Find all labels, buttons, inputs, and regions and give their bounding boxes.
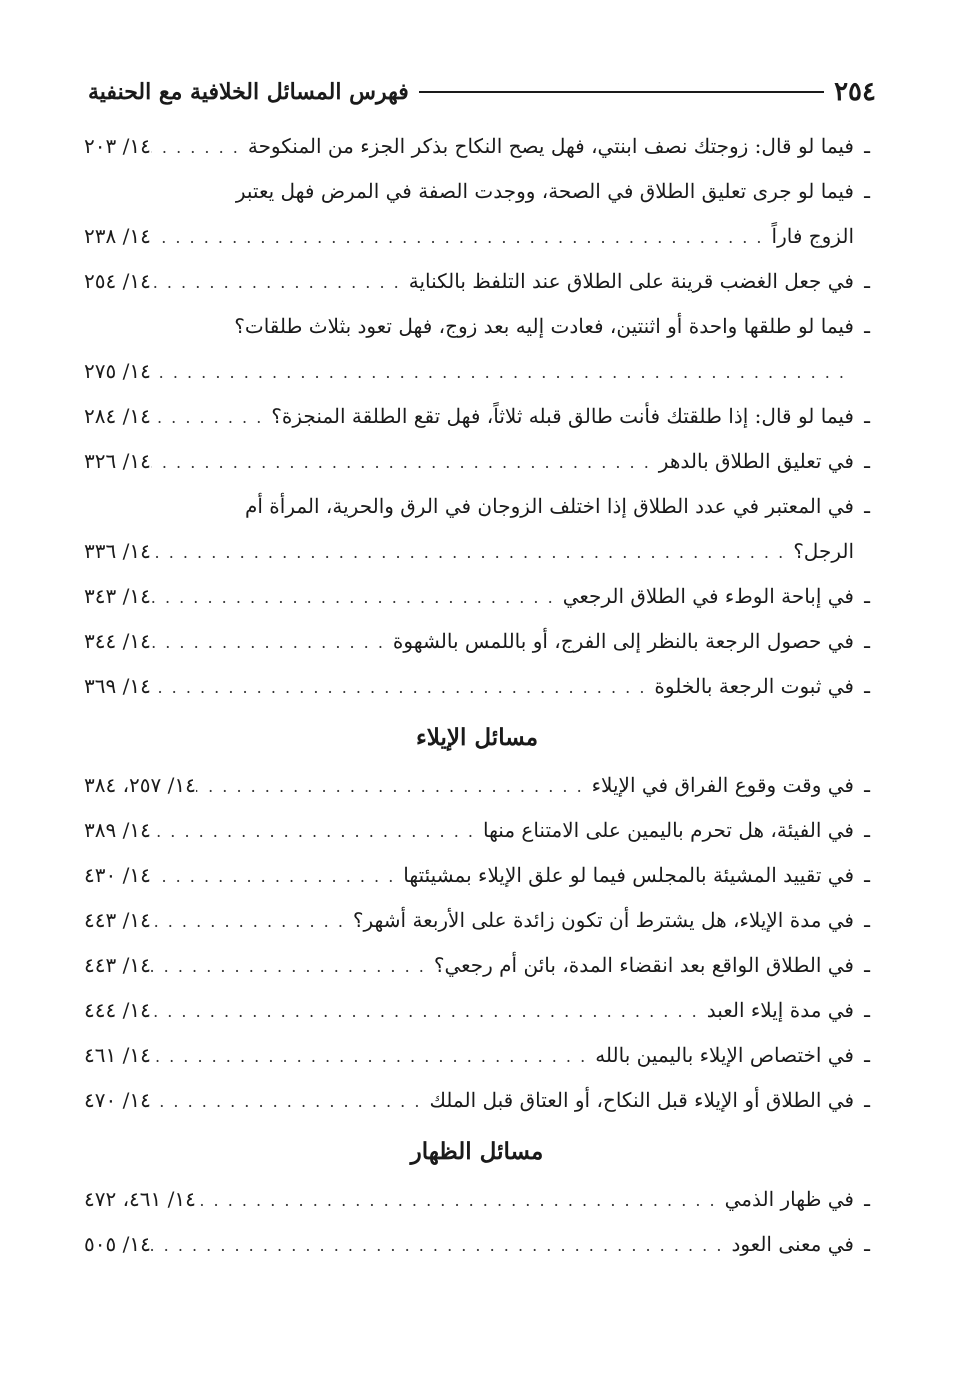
- entry-text: الرجل؟: [793, 539, 854, 563]
- entry-list-top: [84, 124, 870, 709]
- entry-list-ila: [84, 763, 870, 1123]
- dot-leader: [151, 1223, 732, 1268]
- entry-dash: ـ: [864, 863, 870, 887]
- dot-leader: [151, 1079, 430, 1124]
- index-entry: [84, 1078, 870, 1123]
- entry-line: [84, 529, 870, 574]
- index-entry: [84, 664, 870, 709]
- index-entry: [84, 484, 870, 574]
- entry-dash: ـ: [864, 1088, 870, 1112]
- index-entry: [84, 1177, 870, 1222]
- entry-text: في مدة إيلاء العبد: [706, 998, 854, 1022]
- entry-text: في المعتبر في عدد الطلاق إذا اختلف الزوجان في الرق والحرية، المرأة أم: [244, 494, 854, 518]
- entry-reference: ١٤/ ٤٧٠: [84, 1088, 151, 1112]
- entry-line: [84, 394, 870, 439]
- entry-dash: ـ: [864, 134, 870, 158]
- entry-line: [84, 1033, 870, 1078]
- entry-line: [84, 304, 870, 349]
- dot-leader: [151, 395, 271, 440]
- entry-line: [84, 988, 870, 1033]
- entry-line: [84, 853, 870, 898]
- entry-dash: ـ: [864, 674, 870, 698]
- entry-text: في ثبوت الرجعة بالخلوة: [654, 674, 854, 698]
- entry-text: في إباحة الوطء في الطلاق الرجعي: [562, 584, 854, 608]
- entry-dash: ـ: [864, 908, 870, 932]
- entry-reference: ١٤/ ٢٧٥: [84, 359, 151, 383]
- index-entry: [84, 259, 870, 304]
- entry-dash: ـ: [864, 449, 870, 473]
- entry-dash: ـ: [864, 998, 870, 1022]
- entry-line: [84, 574, 870, 619]
- entry-text: في مدة الإيلاء، هل يشترط أن تكون زائدة على الأربعة أشهر؟: [352, 908, 854, 932]
- index-entry: [84, 619, 870, 664]
- dot-leader: [151, 665, 655, 710]
- running-title: فهرس المسائل الخلافية مع الحنفية: [88, 79, 409, 105]
- entry-line: [84, 349, 870, 394]
- entry-reference: ١٤/ ٣٣٦: [84, 539, 151, 563]
- header-rule: [419, 91, 824, 93]
- dot-leader: [151, 854, 403, 899]
- entry-line: [84, 1177, 870, 1222]
- entry-dash: ـ: [864, 953, 870, 977]
- entry-text: فيما لو جرى تعليق الطلاق في الصحة، ووجدت الصفة في المرض فهل يعتبر: [235, 179, 854, 203]
- entry-list-zihar: [84, 1177, 870, 1267]
- entry-dash: ـ: [864, 584, 870, 608]
- dot-leader: [151, 899, 353, 944]
- entry-line: [84, 1222, 870, 1267]
- entry-text: فيما لو طلقها واحدة أو اثنتين، فعادت إليه بعد زوج، فهل تعود بثلاث طلقات؟: [234, 314, 854, 338]
- entry-reference: ١٤/ ٤٤٤: [84, 998, 151, 1022]
- dot-leader: [151, 215, 772, 260]
- entry-reference: ١٤/ ٤٦١: [84, 1043, 151, 1067]
- entry-line: [84, 439, 870, 484]
- entry-line: [84, 898, 870, 943]
- index-entry: [84, 439, 870, 484]
- entry-reference: ١٤/ ٣٤٤: [84, 629, 151, 653]
- entry-reference: ١٤/ ٤٣٠: [84, 863, 151, 887]
- entry-dash: ـ: [864, 314, 870, 338]
- entry-reference: ١٤/ ٤٦١، ٤٧٢: [84, 1187, 196, 1211]
- entry-reference: ١٤/ ٢٣٨: [84, 224, 151, 248]
- dot-leader: [151, 575, 563, 620]
- dot-leader: [151, 1034, 595, 1079]
- entry-reference: ١٤/ ٣٨٩: [84, 818, 151, 842]
- entry-reference: ١٤/ ٣٦٩: [84, 674, 151, 698]
- index-entry: [84, 304, 870, 394]
- entry-text: في ظهار الذمي: [724, 1187, 854, 1211]
- index-content: [84, 124, 870, 1267]
- entry-text: فيما لو قال: زوجتك نصف ابنتي، فهل يصح النكاح بذكر الجزء من المنكوحة: [247, 134, 854, 158]
- dot-leader: [196, 764, 592, 809]
- entry-line: [84, 259, 870, 304]
- entry-text: في جعل الغضب قرينة على الطلاق عند التلفظ بالكناية: [408, 269, 854, 293]
- entry-reference: ١٤/ ٢٥٤: [84, 269, 151, 293]
- dot-leader: [196, 1178, 725, 1223]
- entry-line: [84, 619, 870, 664]
- entry-dash: ـ: [864, 773, 870, 797]
- index-entry: [84, 763, 870, 808]
- entry-reference: ١٤/ ٢٥٧، ٣٨٤: [84, 773, 196, 797]
- entry-reference: ١٤/ ٤٤٣: [84, 908, 151, 932]
- entry-line: [84, 808, 870, 853]
- entry-text: في تعليق الطلاق بالدهر: [658, 449, 854, 473]
- entry-reference: ١٤/ ٥٠٥: [84, 1232, 151, 1256]
- section-title-ila: مسائل الإيلاء: [415, 724, 539, 751]
- index-entry: [84, 898, 870, 943]
- entry-line: [84, 484, 870, 529]
- entry-dash: ـ: [864, 179, 870, 203]
- entry-text: في وقت وقوع الفراق في الإيلاء: [591, 773, 854, 797]
- page-header: [88, 70, 876, 114]
- entry-line: [84, 1078, 870, 1123]
- entry-dash: ـ: [864, 1043, 870, 1067]
- entry-line: [84, 664, 870, 709]
- entry-reference: ١٤/ ٢٨٤: [84, 404, 151, 428]
- entry-dash: ـ: [864, 818, 870, 842]
- entry-text: في معنى العود: [731, 1232, 854, 1256]
- entry-dash: ـ: [864, 1187, 870, 1211]
- page-number: ٢٥٤: [834, 77, 876, 107]
- entry-text: الزوج فاراً: [771, 224, 854, 248]
- index-entry: [84, 574, 870, 619]
- dot-leader: [151, 989, 707, 1034]
- entry-text: في الطلاق الواقع بعد انقضاء المدة، بائن أم رجعي؟: [433, 953, 854, 977]
- entry-line: [84, 943, 870, 988]
- index-entry: [84, 988, 870, 1033]
- entry-text: في حصول الرجعة بالنظر إلى الفرج، أو باللمس بالشهوة: [392, 629, 854, 653]
- entry-text: في تقييد المشيئة بالمجلس فيما لو علق الإيلاء بمشيئتها: [403, 863, 854, 887]
- entry-reference: ١٤/ ٤٤٣: [84, 953, 151, 977]
- index-entry: [84, 1033, 870, 1078]
- entry-dash: ـ: [864, 404, 870, 428]
- entry-dash: ـ: [864, 494, 870, 518]
- section-title-zihar: مسائل الظهار: [410, 1138, 544, 1165]
- index-entry: [84, 853, 870, 898]
- entry-dash: ـ: [864, 269, 870, 293]
- dot-leader: [151, 260, 409, 305]
- dot-leader: [151, 440, 659, 485]
- dot-leader: [151, 125, 248, 170]
- dot-leader: [151, 530, 793, 575]
- index-entry: [84, 394, 870, 439]
- index-entry: [84, 169, 870, 259]
- index-entry: [84, 1222, 870, 1267]
- dot-leader: [151, 809, 483, 854]
- entry-text: فيما لو قال: إذا طلقتك فأنت طالق قبله ثلاثاً، فهل تقع الطلقة المنجزة؟: [271, 404, 854, 428]
- entry-text: في الفيئة، هل تحرم باليمين على الامتناع منها: [482, 818, 854, 842]
- entry-line: [84, 169, 870, 214]
- entry-dash: ـ: [864, 1232, 870, 1256]
- index-entry: [84, 808, 870, 853]
- entry-dash: ـ: [864, 629, 870, 653]
- dot-leader: [151, 350, 854, 395]
- entry-reference: ١٤/ ٣٤٣: [84, 584, 151, 608]
- index-entry: [84, 124, 870, 169]
- index-entry: [84, 943, 870, 988]
- entry-text: في اختصاص الإيلاء باليمين بالله: [595, 1043, 854, 1067]
- entry-reference: ١٤/ ٣٢٦: [84, 449, 151, 473]
- dot-leader: [151, 944, 434, 989]
- entry-line: [84, 214, 870, 259]
- entry-line: [84, 124, 870, 169]
- entry-reference: ١٤/ ٢٠٣: [84, 134, 151, 158]
- entry-line: [84, 763, 870, 808]
- entry-text: في الطلاق أو الإيلاء قبل النكاح، أو العتاق قبل الملك: [429, 1088, 854, 1112]
- dot-leader: [151, 620, 393, 665]
